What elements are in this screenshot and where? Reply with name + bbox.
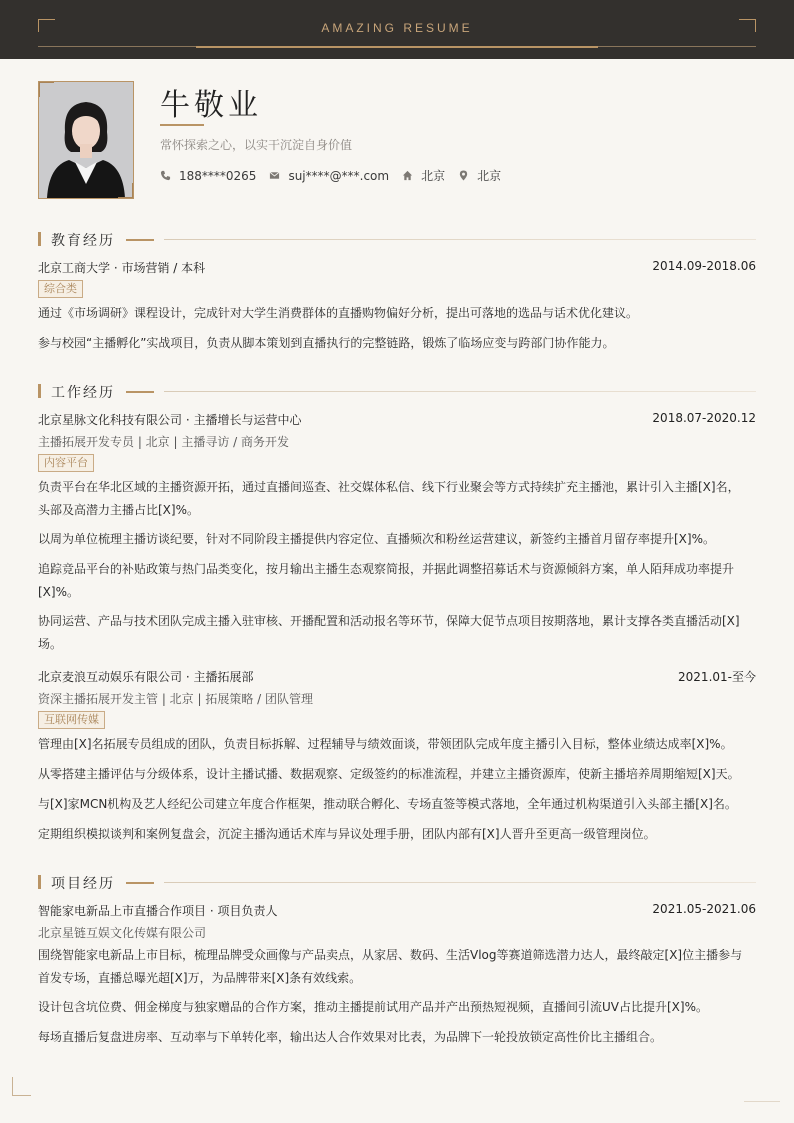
- name-underline: [160, 124, 204, 126]
- project-item: 每场直播后复盘进房率、互动率与下单转化率，输出达人合作效果对比表，为品牌下一轮投放锁定高性价比主播组合。: [38, 1030, 663, 1044]
- location-pin-icon: [458, 170, 469, 181]
- education-item: 通过《市场调研》课程设计，完成针对大学生消费群体的直播购物偏好分析，提出可落地的选品与话术优化建议。: [38, 306, 639, 320]
- school-name: 北京工商大学 · 市场营销 / 本科: [38, 261, 206, 275]
- job-tag: 内容平台: [38, 454, 94, 472]
- project-company: 北京星链互娱文化传媒有限公司: [38, 926, 207, 940]
- candidate-name: 牛敬业: [160, 88, 262, 123]
- location-text: 北京: [477, 169, 502, 183]
- job-company: 北京麦浪互动娱乐有限公司 · 主播拓展部: [38, 670, 254, 684]
- job-item: 以周为单位梳理主播访谈纪要，针对不同阶段主播提供内容定位、直播频次和粉丝运营建议，新签约主播首月留存率提升[X]%。: [38, 532, 715, 546]
- education-date: 2014.09-2018.06: [652, 259, 756, 273]
- education-tag: 综合类: [38, 280, 83, 298]
- job-item: 负责平台在华北区域的主播资源开拓，通过直播间巡查、社交媒体私信、线下行业聚会等方式持续扩充主播池，累计引入主播[X]名，头部及高潜力主播占比[X]%。: [38, 480, 740, 517]
- job-item: 与[X]家MCN机构及艺人经纪公司建立年度合作框架，推动联合孵化、专场直签等模式落地，全年通过机构渠道引入头部主播[X]名。: [38, 797, 737, 811]
- section-title: 教育经历: [51, 233, 115, 249]
- phone-text: 188****0265: [179, 168, 257, 183]
- brand-title: AMAZING RESUME: [321, 21, 473, 35]
- section-education-header: [38, 231, 756, 247]
- header-accent-rule: [196, 46, 598, 48]
- header-bar: [0, 0, 794, 59]
- section-project-header: [38, 874, 756, 890]
- section-title: 项目经历: [51, 876, 115, 892]
- section-title: 工作经历: [51, 385, 115, 401]
- contact-email: [269, 169, 389, 183]
- education-item: 参与校园“主播孵化”实战项目，负责从脚本策划到直播执行的完整链路，锻炼了临场应变与跨部门协作能力。: [38, 336, 615, 350]
- home-icon: [402, 170, 413, 181]
- job-date: 2021.01-至今: [678, 670, 756, 684]
- job-item: 追踪竞品平台的补贴政策与热门品类变化，按月输出主播生态观察简报，并据此调整招募话术与资源倾斜方案，单人陌拜成功率提升[X]%。: [38, 562, 735, 599]
- project-date: 2021.05-2021.06: [652, 902, 756, 916]
- job-company: 北京星脉文化科技有限公司 · 主播增长与运营中心: [38, 413, 302, 427]
- job-item: 管理由[X]名拓展专员组成的团队，负责目标拆解、过程辅导与绩效面谈，带领团队完成年度主播引入目标，整体业绩达成率[X]%。: [38, 737, 733, 751]
- home-text: 北京: [421, 169, 446, 183]
- project-item: 围绕智能家电新品上市目标，梳理品牌受众画像与产品卖点，从家居、数码、生活Vlog等赛道筛选潜力达人，最终敲定[X]位主播参与首发专场，直播总曝光超[X]万，为品牌带来[X]条有效线索。: [38, 948, 743, 985]
- profile-photo: [38, 81, 134, 199]
- job-tag: 互联网传媒: [38, 711, 105, 729]
- project-item: 设计包含坑位费、佣金梯度与独家赠品的合作方案，推动主播提前试用产品并产出预热短视频，直播间引流UV占比提升[X]%。: [38, 1000, 708, 1014]
- contact-home: [402, 167, 445, 184]
- corner-ornament-right: [739, 19, 756, 32]
- job-item: 定期组织模拟谈判和案例复盘会，沉淀主播沟通话术库与异议处理手册，团队内部有[X]人晋升至更高一级管理岗位。: [38, 827, 656, 841]
- contact-row: [160, 167, 514, 184]
- project-name: 智能家电新品上市直播合作项目 · 项目负责人: [38, 904, 278, 918]
- job-item: 从零搭建主播评估与分级体系，设计主播试播、数据观察、定级签约的标准流程，并建立主播资源库，使新主播培养周期缩短[X]天。: [38, 767, 740, 781]
- mail-icon: [269, 170, 280, 181]
- candidate-motto: 常怀探索之心，以实干沉淀自身价值: [160, 138, 353, 152]
- contact-location: [458, 167, 501, 184]
- corner-ornament-bottom-left: [12, 1077, 31, 1096]
- email-text: suj****@***.com: [288, 168, 390, 183]
- portrait-image: [39, 82, 133, 198]
- job-role: 资深主播拓展开发主管 | 北京 | 拓展策略 / 团队管理: [38, 692, 314, 706]
- contact-phone: [160, 169, 256, 183]
- phone-icon: [160, 170, 171, 181]
- footer-rule: [744, 1101, 780, 1102]
- job-role: 主播拓展开发专员 | 北京 | 主播寻访 / 商务开发: [38, 435, 290, 449]
- section-work-header: [38, 383, 756, 399]
- job-date: 2018.07-2020.12: [652, 411, 756, 425]
- job-item: 协同运营、产品与技术团队完成主播入驻审核、开播配置和活动报名等环节，保障大促节点项目按期落地，累计支撑各类直播活动[X]场。: [38, 614, 740, 651]
